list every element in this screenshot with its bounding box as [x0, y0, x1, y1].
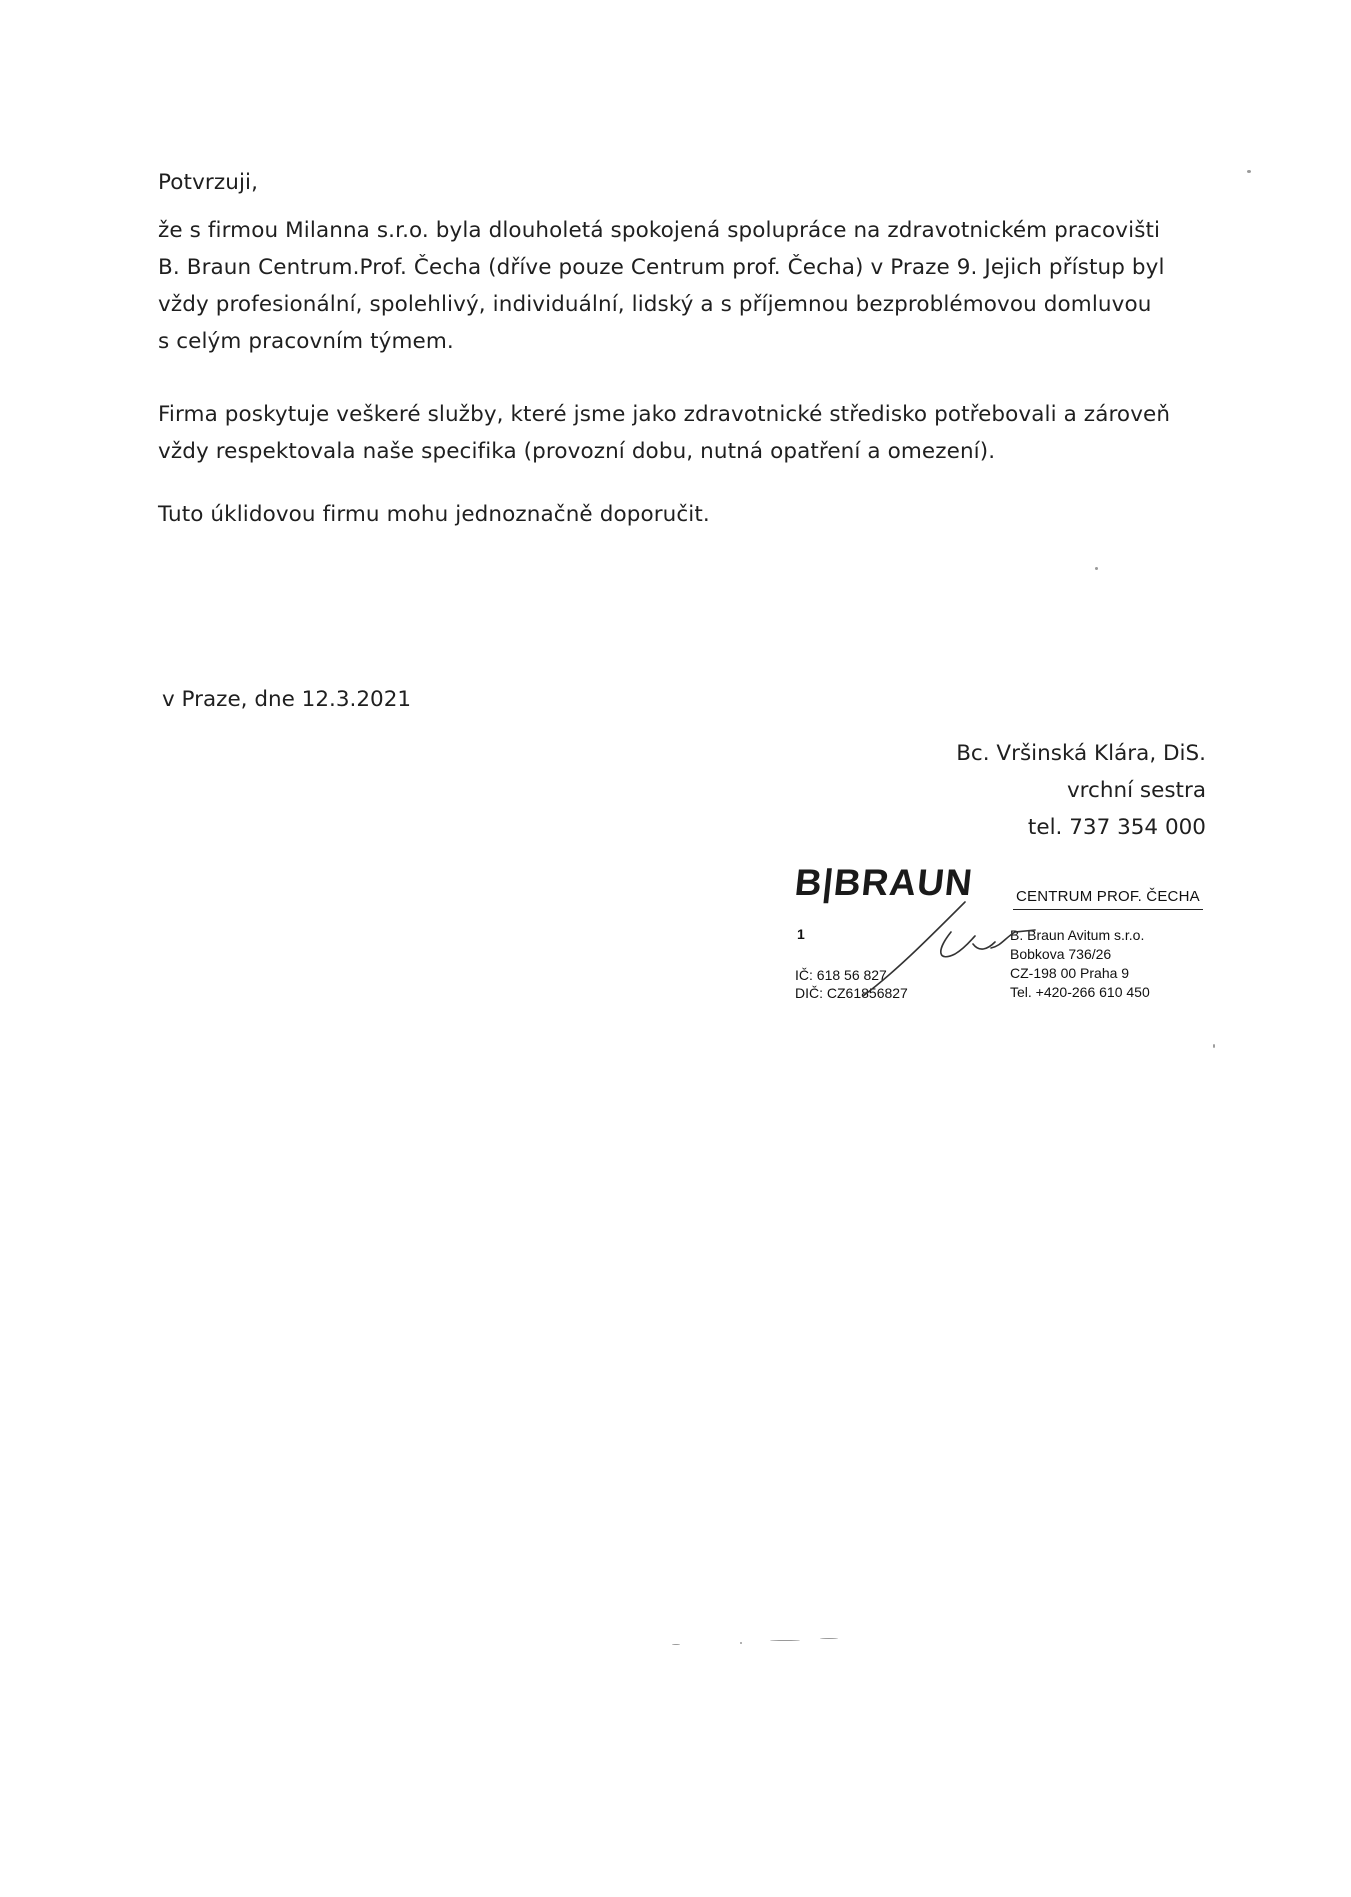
scan-speck — [1213, 1044, 1215, 1048]
signatory-phone: tel. 737 354 000 — [1027, 815, 1206, 840]
stamp-centrum-name: CENTRUM PROF. ČECHA — [1016, 888, 1200, 905]
paragraph-1-line: že s firmou Milanna s.r.o. byla dlouholetá spokojená spolupráce na zdravotnickém pracovišti — [158, 218, 1161, 243]
stamp-underline — [1013, 909, 1203, 910]
stamp-ids — [795, 966, 908, 1002]
stamp-tel: Tel. +420-266 610 450 — [1010, 984, 1150, 1000]
scan-speck — [740, 1642, 742, 1644]
scan-speck — [1095, 567, 1098, 570]
paragraph-2-line: Firma poskytuje veškeré služby, které jsme jako zdravotnické středisko potřebovali a zároveň — [158, 402, 1171, 427]
stamp-city: CZ-198 00 Praha 9 — [1010, 965, 1130, 981]
signatory-name: Bc. Vršinská Klára, DiS. — [956, 741, 1206, 766]
paragraph-3-line: Tuto úklidovou firmu mohu jednoznačně doporučit. — [158, 502, 710, 527]
scan-speck — [672, 1644, 680, 1645]
signatory-role: vrchní sestra — [1066, 778, 1206, 803]
paragraph-2-line: vždy respektovala naše specifika (provozní dobu, nutná opatření a omezení). — [158, 439, 996, 464]
paragraph-1-line: B. Braun Centrum.Prof. Čecha (dříve pouze Centrum prof. Čecha) v Praze 9. Jejich přístup byl — [158, 255, 1165, 280]
stamp-ic: IČ: 618 56 827 — [795, 967, 887, 983]
paragraph-1-line: vždy profesionální, spolehlivý, individuální, lidský a s příjemnou bezproblémovou domluvou — [158, 292, 1152, 317]
stamp-company-name: B. Braun Avitum s.r.o. — [1010, 927, 1145, 943]
letter-paragraph-1 — [158, 212, 1208, 360]
scan-speck — [1247, 170, 1251, 173]
scan-speck — [770, 1640, 800, 1641]
stamp-street: Bobkova 736/26 — [1010, 946, 1112, 962]
braun-logo: B|BRAUN — [792, 862, 975, 903]
stamp-company-address — [1010, 926, 1150, 1002]
paragraph-1-line: s celým pracovním týmem. — [158, 329, 454, 354]
letter-greeting — [158, 164, 1208, 201]
scan-speck — [820, 1638, 838, 1639]
stamp-dic: DIČ: CZ61856827 — [795, 985, 908, 1001]
company-stamp — [792, 862, 1215, 1022]
greeting-text: Potvrzuji, — [158, 170, 259, 195]
signatory-block — [956, 735, 1206, 846]
letter-paragraph-2 — [158, 396, 1208, 470]
stamp-number: 1 — [797, 926, 805, 942]
date-line: v Praze, dne 12.3.2021 — [162, 687, 412, 712]
letter-paragraph-3 — [158, 496, 1208, 533]
